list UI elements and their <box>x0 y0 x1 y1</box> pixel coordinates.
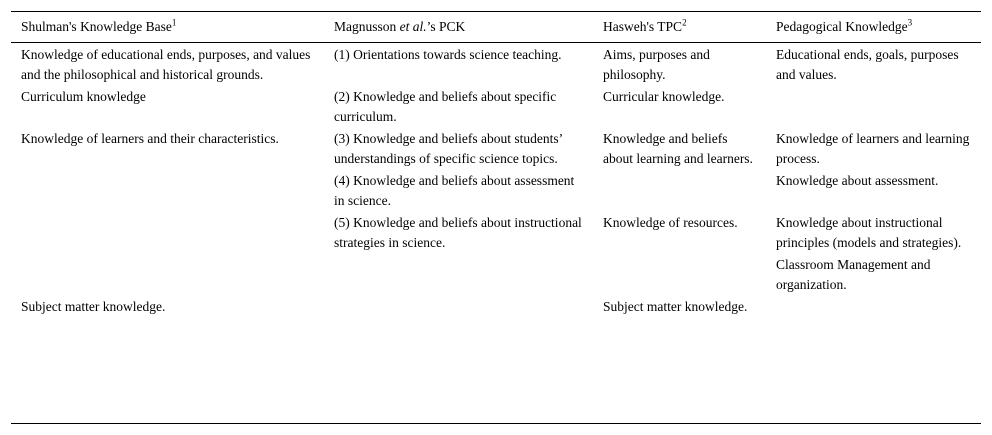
table-row <box>11 43 981 87</box>
footnote-marker-1: 1 <box>171 17 177 28</box>
header-shulman <box>11 12 324 43</box>
table-row <box>11 170 981 212</box>
header-magnusson <box>324 12 593 43</box>
table-cell <box>766 86 981 128</box>
table-cell <box>766 296 981 321</box>
table-cell: Classroom Management and organization. <box>776 257 931 292</box>
table-cell: Knowledge of learners and their characteristics. <box>21 131 279 146</box>
table-cell: (1) Orientations towards science teaching. <box>334 47 562 62</box>
header-magnusson-post: ’s PCK <box>426 19 466 34</box>
table-cell: Curricular knowledge. <box>603 89 725 104</box>
table-cell: Knowledge and beliefs about learning and learners. <box>603 131 753 166</box>
table-cell: Subject matter knowledge. <box>603 299 748 314</box>
table-cell: Knowledge of resources. <box>603 215 738 230</box>
table-cell <box>11 254 324 296</box>
table-row <box>11 212 981 254</box>
table-cell <box>324 254 593 296</box>
table-cell: Educational ends, goals, purposes and values. <box>776 47 959 82</box>
table-body <box>11 43 981 322</box>
table-row <box>11 296 981 321</box>
table-cell: (4) Knowledge and beliefs about assessment in science. <box>334 173 575 208</box>
header-hasweh <box>593 12 766 43</box>
table-cell: Knowledge of learners and learning process. <box>776 131 970 166</box>
table-cell: (5) Knowledge and beliefs about instructional strategies in science. <box>334 215 582 250</box>
table-cell <box>11 170 324 212</box>
footnote-marker-2: 2 <box>682 17 687 28</box>
table-cell: (2) Knowledge and beliefs about specific curriculum. <box>334 89 557 124</box>
header-hasweh-text: Hasweh's TPC <box>603 19 683 34</box>
table-cell <box>593 254 766 296</box>
table-cell: Curriculum knowledge <box>21 89 146 104</box>
table-row <box>11 254 981 296</box>
table-cell <box>11 212 324 254</box>
table-cell: (3) Knowledge and beliefs about students’ understandings of specific science topics. <box>334 131 563 166</box>
table-cell <box>324 296 593 321</box>
table-row <box>11 86 981 128</box>
header-pedagogical-text: Pedagogical Knowledge <box>776 19 908 34</box>
table-cell: Knowledge about assessment. <box>776 173 939 188</box>
table-cell <box>593 170 766 212</box>
table-cell: Subject matter knowledge. <box>21 299 166 314</box>
header-shulman-text: Shulman's Knowledge Base <box>21 19 172 34</box>
table-cell: Knowledge about instructional principles (models and strategies). <box>776 215 962 250</box>
table-header <box>11 12 981 43</box>
table-cell: Knowledge of educational ends, purposes, and values and the philosophical and historical grounds. <box>21 47 311 82</box>
footnote-marker-3: 3 <box>907 17 913 28</box>
table-row <box>11 128 981 170</box>
table-cell: Aims, purposes and philosophy. <box>603 47 710 82</box>
header-row <box>11 12 981 43</box>
header-magnusson-pre: Magnusson <box>334 19 400 34</box>
header-magnusson-etal: et al. <box>399 19 427 34</box>
knowledge-comparison-table <box>11 11 981 424</box>
header-pedagogical <box>766 12 981 43</box>
table <box>11 12 981 321</box>
